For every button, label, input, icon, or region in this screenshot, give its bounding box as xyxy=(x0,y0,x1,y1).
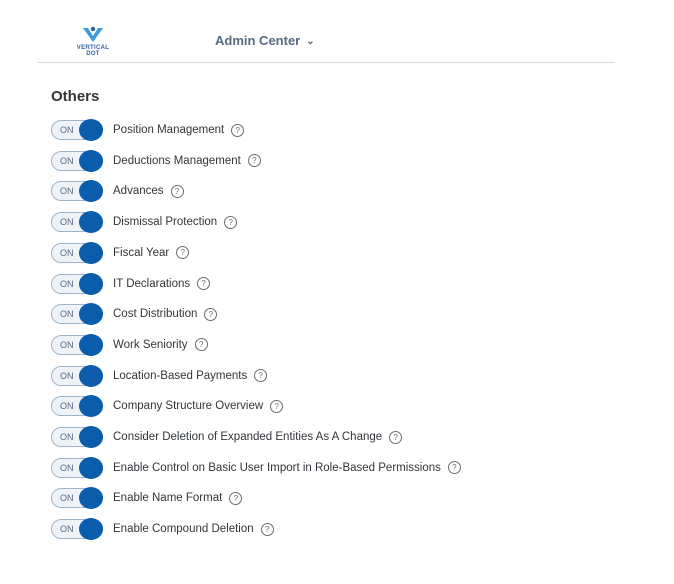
toggle-switch[interactable] xyxy=(51,366,103,386)
help-icon[interactable]: ? xyxy=(204,308,217,321)
help-icon[interactable]: ? xyxy=(261,523,274,536)
toggle-knob xyxy=(79,334,103,356)
toggle-knob xyxy=(79,211,103,233)
setting-label: Dismissal Protection xyxy=(113,216,218,229)
company-logo[interactable] xyxy=(68,26,118,60)
chevron-down-icon: ⌄ xyxy=(306,36,315,47)
help-icon[interactable]: ? xyxy=(448,461,461,474)
toggle-state-label: ON xyxy=(60,524,74,535)
setting-row xyxy=(51,119,244,141)
help-icon[interactable]: ? xyxy=(248,154,261,167)
toggle-state-label: ON xyxy=(60,309,74,320)
setting-label: Cost Distribution xyxy=(113,308,198,321)
toggle-state-label: ON xyxy=(60,278,74,289)
setting-row xyxy=(51,242,189,264)
help-icon[interactable]: ? xyxy=(231,124,244,137)
setting-row xyxy=(51,518,274,540)
setting-label: Deductions Management xyxy=(113,154,241,167)
toggle-knob xyxy=(79,365,103,387)
toggle-switch[interactable] xyxy=(51,519,103,539)
toggle-switch[interactable] xyxy=(51,274,103,294)
setting-row xyxy=(51,395,283,417)
setting-row xyxy=(51,487,242,509)
toggle-switch[interactable] xyxy=(51,488,103,508)
toggle-state-label: ON xyxy=(60,217,74,228)
admin-center-menu[interactable] xyxy=(215,33,315,48)
header-bar xyxy=(38,0,615,63)
toggle-switch[interactable] xyxy=(51,396,103,416)
setting-row xyxy=(51,303,217,325)
toggle-knob xyxy=(79,518,103,540)
toggle-state-label: ON xyxy=(60,432,74,442)
setting-label: Fiscal Year xyxy=(113,246,170,259)
toggle-knob xyxy=(79,242,103,264)
toggle-state-label: ON xyxy=(60,155,74,166)
toggle-state-label: ON xyxy=(60,493,74,504)
setting-label: Company Structure Overview xyxy=(113,400,264,413)
toggle-state-label: ON xyxy=(60,401,74,412)
toggle-state-label: ON xyxy=(60,247,74,258)
help-icon[interactable]: ? xyxy=(224,216,237,229)
setting-label: Advances xyxy=(113,185,164,198)
toggle-knob xyxy=(79,119,103,141)
section-title: Others xyxy=(51,88,100,105)
toggle-switch[interactable] xyxy=(51,458,103,478)
toggle-switch[interactable] xyxy=(51,212,103,232)
toggle-switch[interactable] xyxy=(51,120,103,140)
toggle-knob xyxy=(79,395,103,417)
help-icon[interactable]: ? xyxy=(270,400,283,413)
help-icon[interactable]: ? xyxy=(254,369,267,382)
toggle-switch[interactable] xyxy=(51,335,103,355)
toggle-switch[interactable] xyxy=(51,181,103,201)
toggle-knob xyxy=(79,457,103,479)
setting-row xyxy=(51,180,184,202)
help-icon[interactable]: ? xyxy=(195,338,208,351)
help-icon[interactable]: ? xyxy=(176,246,189,259)
toggle-switch[interactable] xyxy=(51,304,103,324)
help-icon[interactable]: ? xyxy=(229,492,242,505)
setting-label: Work Seniority xyxy=(113,338,188,351)
toggle-switch[interactable] xyxy=(51,151,103,171)
logo-v-icon xyxy=(81,26,105,44)
setting-label: Enable Control on Basic User Import in Role-Based Permissions xyxy=(113,461,441,474)
setting-row xyxy=(51,273,210,295)
toggle-switch[interactable] xyxy=(51,427,103,447)
setting-row xyxy=(51,457,461,479)
logo-text: VERTICAL DOT xyxy=(76,45,110,57)
setting-row xyxy=(51,426,402,448)
setting-row xyxy=(51,334,208,356)
toggle-state-label: ON xyxy=(60,186,74,197)
setting-label: IT Declarations xyxy=(113,277,191,290)
help-icon[interactable]: ? xyxy=(171,185,184,198)
toggle-switch[interactable] xyxy=(51,243,103,263)
toggle-state-label: ON xyxy=(60,339,74,350)
admin-center-label: Admin Center xyxy=(215,33,301,48)
setting-label: Enable Name Format xyxy=(113,492,223,505)
help-icon[interactable]: ? xyxy=(197,277,210,290)
toggle-knob xyxy=(79,273,103,295)
toggle-state-label: ON xyxy=(60,125,74,135)
help-icon[interactable]: ? xyxy=(389,431,402,444)
toggle-state-label: ON xyxy=(60,370,74,381)
setting-label: Position Management xyxy=(113,124,225,136)
setting-label: Consider Deletion of Expanded Entities As A Change xyxy=(113,431,383,443)
setting-label: Location-Based Payments xyxy=(113,369,248,382)
setting-label: Enable Compound Deletion xyxy=(113,523,254,536)
setting-row xyxy=(51,150,261,172)
setting-row xyxy=(51,211,237,233)
setting-row xyxy=(51,365,267,387)
toggle-knob xyxy=(79,426,103,448)
toggle-knob xyxy=(79,180,103,202)
toggle-knob xyxy=(79,150,103,172)
toggle-state-label: ON xyxy=(60,462,74,473)
toggle-knob xyxy=(79,487,103,509)
toggle-knob xyxy=(79,303,103,325)
